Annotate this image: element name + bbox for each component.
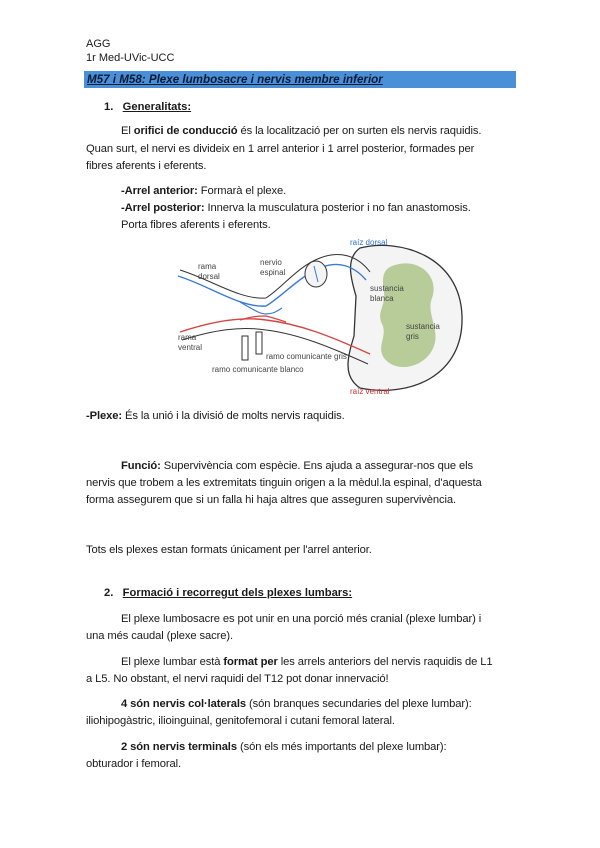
section-2-number: 2.	[104, 587, 114, 599]
label-ramo-gris: ramo comunicante gris	[266, 352, 347, 361]
plexe-definition: -Plexe: És la unió i la divisió de molts nervis raquidis.	[86, 410, 345, 422]
ramo-gris	[256, 332, 262, 354]
tots-plexes: Tots els plexes estan formats únicament per l'arrel anterior.	[86, 544, 372, 556]
page-title: M57 i M58: Plexe lumbosacre i nervis membre inferior	[87, 73, 383, 86]
s2-p3-line2: iliohipogàstric, ilioinguinal, genitofemoral i cutani femoral lateral.	[86, 715, 395, 727]
label-nervio-espinal-1: nervio	[260, 258, 282, 267]
label-rama-ventral-2: ventral	[178, 343, 203, 352]
section-1-title: Generalitats:	[122, 101, 192, 113]
ventral-root-line	[180, 319, 370, 354]
label-ramo-blanco: ramo comunicante blanco	[212, 365, 304, 374]
s2-p1-line2: una més caudal (plexe sacre).	[86, 630, 233, 642]
label-sustancia-gris-2: gris	[406, 332, 419, 341]
label-sustancia-blanca-2: blanca	[370, 294, 394, 303]
label-raiz-ventral: raíz ventral	[350, 387, 390, 396]
section-2-title: Formació i recorregut dels plexes lumbars:	[122, 587, 353, 599]
arrel-posterior-line2: Porta fibres aferents i eferents.	[121, 219, 271, 231]
section-1-number: 1.	[104, 101, 114, 113]
paragraph-orifici-line1: El orifici de conducció és la localització per on surten els nervis raquidis.	[121, 125, 482, 137]
s2-p2-line1: El plexe lumbar està format per les arrels anteriors del nervis raquidis de L1	[121, 656, 493, 668]
paragraph-orifici-line3: fibres aferents i eferents.	[86, 160, 207, 172]
spinal-nerve-diagram	[170, 236, 470, 398]
label-rama-dorsal-1: rama	[198, 262, 217, 271]
funcio-line1: Funció: Supervivència com espècie. Ens ajuda a assegurar-nos que els	[121, 460, 474, 472]
label-nervio-espinal-2: espinal	[260, 268, 286, 277]
section-2-heading	[104, 586, 352, 601]
s2-p2-line2: a L5. No obstant, el nervi raquidi del T12 pot donar innervació!	[86, 673, 389, 685]
s2-p4-line2: obturador i femoral.	[86, 758, 182, 770]
label-sustancia-blanca-1: sustancia	[370, 284, 404, 293]
label-raiz-dorsal: raíz dorsal	[350, 238, 388, 247]
label-sustancia-gris-1: sustancia	[406, 322, 440, 331]
header-author: AGG	[86, 38, 111, 50]
label-rama-ventral-1: rama	[178, 333, 197, 342]
s2-p3-line1: 4 són nervis col·laterals (són branques secundaries del plexe lumbar):	[121, 698, 472, 710]
s2-p4-line1: 2 són nervis terminals (són els més importants del plexe lumbar):	[121, 741, 447, 753]
paragraph-orifici-line2: Quan surt, el nervi es divideix en 1 arrel anterior i 1 arrel posterior, formades per	[86, 143, 475, 155]
section-1-heading	[104, 100, 191, 115]
funcio-line3: forma assegurem que si un falla hi haja altres que asseguren supervivència.	[86, 494, 456, 506]
arrel-posterior: -Arrel posterior: Innerva la musculatura posterior i no fan anastomosis.	[121, 202, 471, 214]
funcio-line2: nervis que trobem a les extremitats tinguin origen a la mèdul.la espinal, d'aquesta	[86, 477, 482, 489]
ramo-blanco	[242, 336, 248, 360]
s2-p1-line1: El plexe lumbosacre es pot unir en una porció més cranial (plexe lumbar) i	[121, 613, 482, 625]
label-rama-dorsal-2: dorsal	[198, 272, 220, 281]
gray-matter	[380, 263, 435, 367]
header-course: 1r Med-UVic-UCC	[86, 52, 175, 64]
arrel-anterior: -Arrel anterior: Formarà el plexe.	[121, 185, 287, 197]
